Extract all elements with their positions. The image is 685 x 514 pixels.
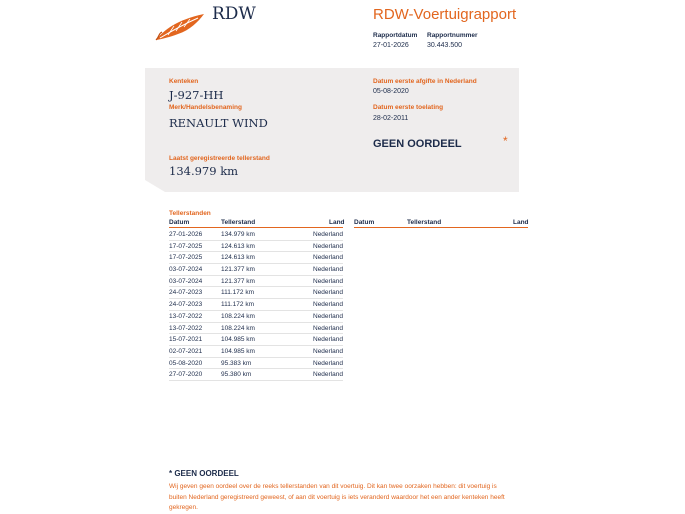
reading-odometer: 95.383 km (221, 359, 252, 367)
reading-odometer: 111.172 km (221, 301, 255, 309)
reading-date: 17-07-2025 (169, 254, 203, 262)
table-row (169, 229, 343, 241)
table-row (169, 299, 343, 311)
reading-date: 24-07-2023 (169, 289, 203, 297)
verdict: GEEN OORDEEL (373, 138, 462, 150)
reading-country: Nederland (313, 336, 343, 344)
col-header-odometer: Tellerstand (221, 219, 256, 226)
reading-country: Nederland (313, 254, 343, 262)
reading-odometer: 124.613 km (221, 254, 255, 262)
report-date-label: Rapportdatum (373, 32, 418, 39)
reading-odometer: 108.224 km (221, 312, 255, 320)
brand-name: RDW (212, 4, 256, 24)
plate-label: Kenteken (169, 78, 199, 85)
col-header-date-2: Datum (354, 219, 375, 226)
table-row (169, 369, 343, 381)
header-rule-left (169, 227, 343, 228)
reading-country: Nederland (313, 347, 343, 355)
odometer-label: Laatst geregistreerde tellerstand (169, 155, 270, 162)
reading-country: Nederland (313, 371, 343, 379)
table-row (169, 334, 343, 346)
readings-title: Tellerstanden (169, 210, 211, 217)
table-row (169, 346, 343, 358)
reading-odometer: 121.377 km (221, 266, 255, 274)
reading-date: 13-07-2022 (169, 312, 203, 320)
report-number-label: Rapportnummer (427, 32, 478, 39)
reading-country: Nederland (313, 324, 343, 332)
report-title: RDW-Voertuigrapport (373, 6, 517, 23)
plate-value: J-927-HH (169, 88, 224, 102)
first-admission-label: Datum eerste toelating (373, 104, 444, 111)
reading-odometer: 121.377 km (221, 277, 255, 285)
reading-date: 03-07-2024 (169, 266, 203, 274)
reading-country: Nederland (313, 289, 343, 297)
reading-date: 17-07-2025 (169, 242, 203, 250)
report-date: 27-01-2026 (373, 42, 409, 49)
first-nl-label: Datum eerste afgifte in Nederland (373, 78, 477, 85)
reading-odometer: 134.979 km (221, 231, 255, 238)
reading-odometer: 108.224 km (221, 324, 255, 332)
header-rule-right (354, 227, 528, 228)
table-row (169, 323, 343, 335)
footnote-text: Wij geven geen oordeel over de reeks tellerstanden van dit voertuig. Dit kan twee oorzaken hebben: dit voertuig is buiten Nederland geregistreerd geweest, of aan dit voertuig is iets veranderd waardoor het een ander kenteken heeft gekregen. (169, 483, 505, 511)
reading-odometer: 124.613 km (221, 242, 255, 250)
reading-date: 27-01-2026 (169, 231, 203, 238)
report-number: 30.443.500 (427, 42, 463, 49)
table-row (169, 311, 343, 323)
reading-odometer: 95.380 km (221, 371, 252, 379)
table-row (169, 276, 343, 288)
col-header-country-2: Land (513, 219, 529, 226)
reading-odometer: 111.172 km (221, 289, 255, 297)
reading-date: 27-07-2020 (169, 371, 203, 379)
make-label: Merk/Handelsbenaming (169, 104, 242, 111)
readings-table (169, 229, 343, 381)
reading-country: Nederland (313, 301, 343, 309)
reading-date: 15-07-2021 (169, 336, 203, 344)
reading-country: Nederland (313, 242, 343, 250)
reading-country: Nederland (313, 266, 343, 274)
reading-date: 13-07-2022 (169, 324, 203, 332)
table-row (169, 287, 343, 299)
table-row (169, 358, 343, 370)
reading-country: Nederland (313, 359, 343, 367)
col-header-odometer-2: Tellerstand (407, 219, 442, 226)
reading-date: 02-07-2021 (169, 347, 203, 355)
reading-odometer: 104.985 km (221, 336, 255, 344)
reading-date: 03-07-2024 (169, 277, 203, 285)
verdict-marker: * (503, 134, 508, 148)
odometer-value: 134.979 km (169, 164, 239, 178)
col-header-country: Land (329, 219, 345, 226)
reading-country: Nederland (313, 277, 343, 285)
table-row (169, 264, 343, 276)
reading-country: Nederland (313, 231, 343, 238)
first-admission-value: 28-02-2011 (373, 115, 409, 122)
reading-date: 05-08-2020 (169, 359, 203, 367)
make-value: RENAULT WIND (169, 116, 268, 130)
reading-odometer: 104.985 km (221, 347, 255, 355)
col-header-date: Datum (169, 219, 190, 226)
table-row (169, 252, 343, 264)
first-nl-value: 05-08-2020 (373, 88, 409, 95)
reading-date: 24-07-2023 (169, 301, 203, 309)
table-row (169, 241, 343, 253)
reading-country: Nederland (313, 312, 343, 320)
rdw-logo-icon (154, 12, 206, 42)
footnote-title: * GEEN OORDEEL (169, 469, 239, 478)
